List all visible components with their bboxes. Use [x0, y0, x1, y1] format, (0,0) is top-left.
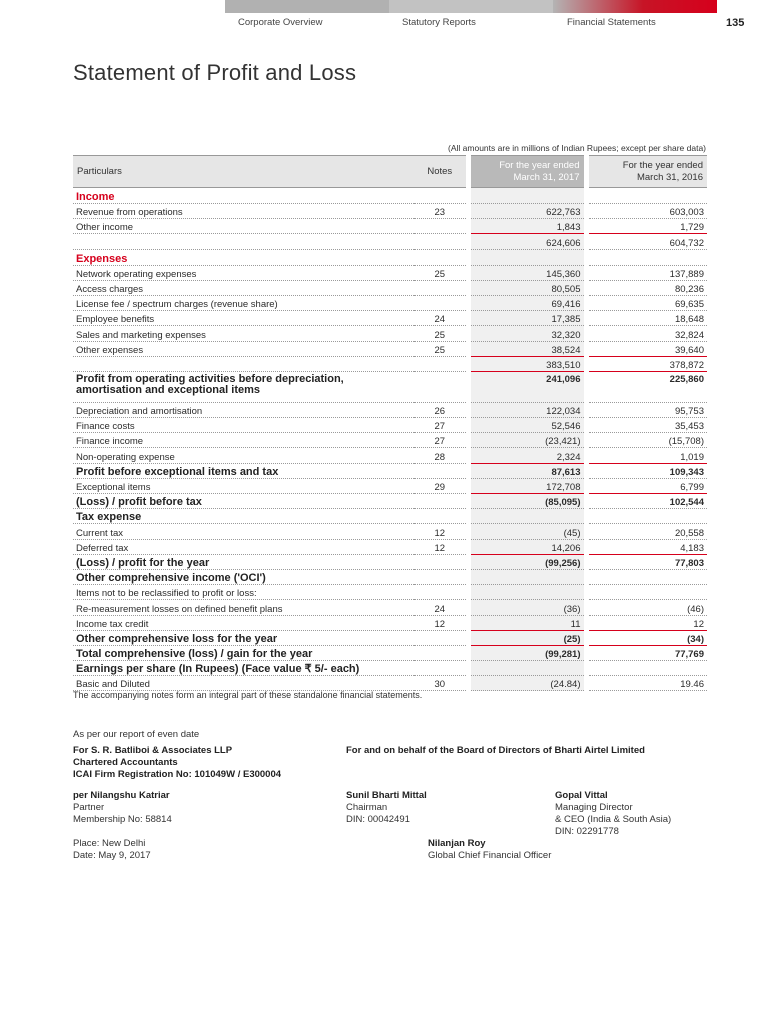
- row-previous-year-value: 102,544: [586, 494, 707, 509]
- header-current-year-line1: For the year ended: [499, 159, 580, 171]
- row-particulars: Earnings per share (In Rupees) (Face value ₹ 5/- each): [73, 661, 414, 676]
- row-particulars: Other income: [73, 219, 414, 234]
- page-title: Statement of Profit and Loss: [73, 60, 357, 85]
- md-title-region: & CEO (India & South Asia): [555, 814, 672, 825]
- header-previous-year-line1: For the year ended: [622, 159, 703, 171]
- row-particulars: Exceptional items: [73, 478, 414, 493]
- row-notes: 12: [414, 615, 468, 630]
- row-previous-year-value: 77,803: [586, 554, 707, 569]
- row-current-year-value: 241,096: [468, 371, 586, 402]
- table-row: [73, 311, 707, 326]
- table-row: [73, 234, 707, 249]
- table-row: [73, 265, 707, 280]
- row-particulars: Re-measurement losses on defined benefit plans: [73, 600, 414, 615]
- row-notes: [414, 371, 468, 402]
- header-particulars: Particulars: [73, 156, 414, 188]
- table-row: [73, 509, 707, 524]
- row-particulars: Other expenses: [73, 341, 414, 356]
- row-current-year-value: (25): [468, 630, 586, 645]
- md-block: [555, 790, 671, 838]
- firm-name: For S. R. Batliboi & Associates LLP: [73, 745, 233, 756]
- place: Place: New Delhi: [73, 838, 146, 849]
- row-notes: 12: [414, 524, 468, 539]
- row-current-year-value: 17,385: [468, 311, 586, 326]
- table-body: [73, 188, 707, 691]
- row-particulars: Current tax: [73, 524, 414, 539]
- row-notes: 25: [414, 341, 468, 356]
- row-previous-year-value: [586, 509, 707, 524]
- row-current-year-value: 2,324: [468, 448, 586, 463]
- chairman-block: [346, 790, 427, 826]
- tab-bar-corporate-overview: [225, 0, 389, 13]
- row-previous-year-value: 604,732: [586, 234, 707, 249]
- table-row: [73, 524, 707, 539]
- row-particulars: Basic and Diluted: [73, 676, 414, 691]
- row-previous-year-value: (15,708): [586, 433, 707, 448]
- table-row: [73, 204, 707, 219]
- row-particulars: Sales and marketing expenses: [73, 326, 414, 341]
- row-particulars: Tax expense: [73, 509, 414, 524]
- row-notes: [414, 463, 468, 478]
- row-notes: 28: [414, 448, 468, 463]
- table-row: [73, 478, 707, 493]
- header-current-year: [468, 156, 586, 188]
- table-row: [73, 569, 707, 584]
- row-previous-year-value: 95,753: [586, 402, 707, 417]
- row-current-year-value: [468, 661, 586, 676]
- table-row: [73, 600, 707, 615]
- chairman-din: DIN: 00042491: [346, 814, 410, 825]
- row-particulars: Income tax credit: [73, 615, 414, 630]
- profit-loss-table-wrapper: [73, 155, 707, 691]
- row-notes: [414, 295, 468, 310]
- row-current-year-value: 38,524: [468, 341, 586, 356]
- row-previous-year-value: 1,019: [586, 448, 707, 463]
- table-row: [73, 371, 707, 402]
- header-notes: Notes: [414, 156, 468, 188]
- row-notes: 25: [414, 265, 468, 280]
- partner-membership: Membership No: 58814: [73, 814, 172, 825]
- date: Date: May 9, 2017: [73, 850, 151, 861]
- row-previous-year-value: 1,729: [586, 219, 707, 234]
- row-notes: [414, 554, 468, 569]
- row-current-year-value: 32,320: [468, 326, 586, 341]
- table-row: [73, 356, 707, 371]
- row-notes: 25: [414, 326, 468, 341]
- table-header-row: [73, 156, 707, 188]
- row-particulars: Profit from operating activities before depreciation, amortisation and exceptional items: [73, 371, 414, 402]
- row-notes: 27: [414, 433, 468, 448]
- tab-statutory-reports[interactable]: Statutory Reports: [402, 17, 476, 28]
- partner-title: Partner: [73, 802, 105, 813]
- profit-loss-table: [73, 155, 707, 691]
- row-current-year-value: 122,034: [468, 402, 586, 417]
- row-particulars: Finance income: [73, 433, 414, 448]
- row-current-year-value: (85,095): [468, 494, 586, 509]
- header-current-year-line2: March 31, 2017: [513, 171, 580, 183]
- row-particulars: Other comprehensive income ('OCI'): [73, 569, 414, 584]
- md-din: DIN: 02291778: [555, 826, 619, 837]
- row-current-year-value: (24.84): [468, 676, 586, 691]
- table-row: [73, 188, 707, 204]
- row-particulars: Network operating expenses: [73, 265, 414, 280]
- firm-type: Chartered Accountants: [73, 757, 178, 768]
- tab-bar-statutory-reports: [389, 0, 553, 13]
- footnote: The accompanying notes form an integral part of these standalone financial statements.: [73, 690, 423, 700]
- table-row: [73, 219, 707, 234]
- row-particulars: Total comprehensive (loss) / gain for the year: [73, 645, 414, 660]
- table-row: [73, 402, 707, 417]
- row-current-year-value: [468, 188, 586, 204]
- row-notes: [414, 280, 468, 295]
- row-current-year-value: [468, 585, 586, 600]
- row-previous-year-value: [586, 249, 707, 265]
- row-particulars: Other comprehensive loss for the year: [73, 630, 414, 645]
- row-previous-year-value: 77,769: [586, 645, 707, 660]
- row-current-year-value: 87,613: [468, 463, 586, 478]
- partner-block: [73, 790, 172, 826]
- row-notes: [414, 249, 468, 265]
- table-row: [73, 249, 707, 265]
- row-particulars: Deferred tax: [73, 539, 414, 554]
- row-notes: 12: [414, 539, 468, 554]
- firm-registration: ICAI Firm Registration No: 101049W / E300004: [73, 769, 282, 780]
- row-previous-year-value: 225,860: [586, 371, 707, 402]
- row-current-year-value: [468, 249, 586, 265]
- row-notes: [414, 645, 468, 660]
- row-notes: [414, 509, 468, 524]
- table-row: [73, 630, 707, 645]
- place-date-block: [73, 838, 151, 862]
- row-previous-year-value: 603,003: [586, 204, 707, 219]
- md-name: Gopal Vittal: [555, 790, 608, 801]
- table-row: [73, 280, 707, 295]
- board-line-text: For and on behalf of the Board of Directors of Bharti Airtel Limited: [346, 745, 645, 756]
- cfo-title: Global Chief Financial Officer: [428, 850, 552, 861]
- row-notes: [414, 630, 468, 645]
- row-notes: [414, 494, 468, 509]
- row-current-year-value: 172,708: [468, 478, 586, 493]
- tab-financial-statements[interactable]: Financial Statements: [567, 17, 656, 28]
- row-particulars: Depreciation and amortisation: [73, 402, 414, 417]
- row-notes: 27: [414, 418, 468, 433]
- md-title: Managing Director: [555, 802, 633, 813]
- cfo-block: [428, 838, 551, 862]
- row-notes: 30: [414, 676, 468, 691]
- row-particulars: (Loss) / profit for the year: [73, 554, 414, 569]
- row-current-year-value: 14,206: [468, 539, 586, 554]
- table-row: [73, 615, 707, 630]
- row-current-year-value: 622,763: [468, 204, 586, 219]
- row-previous-year-value: (34): [586, 630, 707, 645]
- row-notes: 23: [414, 204, 468, 219]
- row-previous-year-value: [586, 585, 707, 600]
- auditor-block: [73, 745, 281, 781]
- row-current-year-value: 69,416: [468, 295, 586, 310]
- row-current-year-value: 383,510: [468, 356, 586, 371]
- row-current-year-value: 1,843: [468, 219, 586, 234]
- row-particulars: Finance costs: [73, 418, 414, 433]
- chairman-title: Chairman: [346, 802, 388, 813]
- report-line: As per our report of even date: [73, 729, 200, 740]
- row-particulars: Non-operating expense: [73, 448, 414, 463]
- row-previous-year-value: [586, 569, 707, 584]
- table-row: [73, 326, 707, 341]
- table-row: [73, 645, 707, 660]
- row-previous-year-value: 378,872: [586, 356, 707, 371]
- row-particulars: Revenue from operations: [73, 204, 414, 219]
- row-previous-year-value: 19.46: [586, 676, 707, 691]
- row-previous-year-value: 69,635: [586, 295, 707, 310]
- row-previous-year-value: 109,343: [586, 463, 707, 478]
- page-number: 135: [726, 17, 745, 29]
- row-previous-year-value: [586, 188, 707, 204]
- table-row: [73, 463, 707, 478]
- top-navigation: [0, 0, 768, 34]
- header-previous-year: [586, 156, 707, 188]
- row-previous-year-value: (46): [586, 600, 707, 615]
- row-current-year-value: 624,606: [468, 234, 586, 249]
- table-row: [73, 433, 707, 448]
- row-current-year-value: 52,546: [468, 418, 586, 433]
- row-particulars: (Loss) / profit before tax: [73, 494, 414, 509]
- table-row: [73, 418, 707, 433]
- table-row: [73, 494, 707, 509]
- row-current-year-value: (36): [468, 600, 586, 615]
- row-current-year-value: [468, 509, 586, 524]
- row-particulars: [73, 356, 414, 371]
- row-current-year-value: (23,421): [468, 433, 586, 448]
- row-notes: [414, 585, 468, 600]
- row-previous-year-value: 12: [586, 615, 707, 630]
- table-row: [73, 448, 707, 463]
- cfo-name: Nilanjan Roy: [428, 838, 486, 849]
- row-notes: 26: [414, 402, 468, 417]
- chairman-name: Sunil Bharti Mittal: [346, 790, 427, 801]
- table-row: [73, 661, 707, 676]
- row-notes: [414, 569, 468, 584]
- row-current-year-value: 11: [468, 615, 586, 630]
- table-row: [73, 539, 707, 554]
- row-previous-year-value: 18,648: [586, 311, 707, 326]
- table-row: [73, 295, 707, 310]
- row-notes: [414, 219, 468, 234]
- row-current-year-value: 80,505: [468, 280, 586, 295]
- row-particulars: Expenses: [73, 249, 414, 265]
- row-particulars: [73, 234, 414, 249]
- row-previous-year-value: 35,453: [586, 418, 707, 433]
- row-previous-year-value: 137,889: [586, 265, 707, 280]
- row-previous-year-value: [586, 661, 707, 676]
- tab-corporate-overview[interactable]: Corporate Overview: [238, 17, 323, 28]
- row-current-year-value: (99,256): [468, 554, 586, 569]
- row-notes: [414, 188, 468, 204]
- row-particulars: Employee benefits: [73, 311, 414, 326]
- partner-name: per Nilangshu Katriar: [73, 790, 170, 801]
- row-particulars: License fee / spectrum charges (revenue share): [73, 295, 414, 310]
- tab-bar-financial-statements: [553, 0, 717, 13]
- row-notes: [414, 661, 468, 676]
- row-previous-year-value: 20,558: [586, 524, 707, 539]
- row-notes: [414, 234, 468, 249]
- row-current-year-value: [468, 569, 586, 584]
- row-previous-year-value: 6,799: [586, 478, 707, 493]
- amount-note: (All amounts are in millions of Indian Rupees; except per share data): [448, 143, 706, 153]
- row-particulars: Income: [73, 188, 414, 204]
- row-notes: 29: [414, 478, 468, 493]
- row-previous-year-value: 80,236: [586, 280, 707, 295]
- row-current-year-value: 145,360: [468, 265, 586, 280]
- row-particulars: Access charges: [73, 280, 414, 295]
- table-row: [73, 676, 707, 691]
- table-row: [73, 341, 707, 356]
- row-previous-year-value: 39,640: [586, 341, 707, 356]
- header-previous-year-line2: March 31, 2016: [636, 171, 703, 183]
- row-notes: [414, 356, 468, 371]
- row-notes: 24: [414, 600, 468, 615]
- row-notes: 24: [414, 311, 468, 326]
- row-particulars: Items not to be reclassified to profit or loss:: [73, 585, 414, 600]
- row-current-year-value: (45): [468, 524, 586, 539]
- row-previous-year-value: 32,824: [586, 326, 707, 341]
- row-particulars: Profit before exceptional items and tax: [73, 463, 414, 478]
- table-row: [73, 554, 707, 569]
- board-line: [346, 745, 645, 757]
- row-current-year-value: (99,281): [468, 645, 586, 660]
- table-row: [73, 585, 707, 600]
- row-previous-year-value: 4,183: [586, 539, 707, 554]
